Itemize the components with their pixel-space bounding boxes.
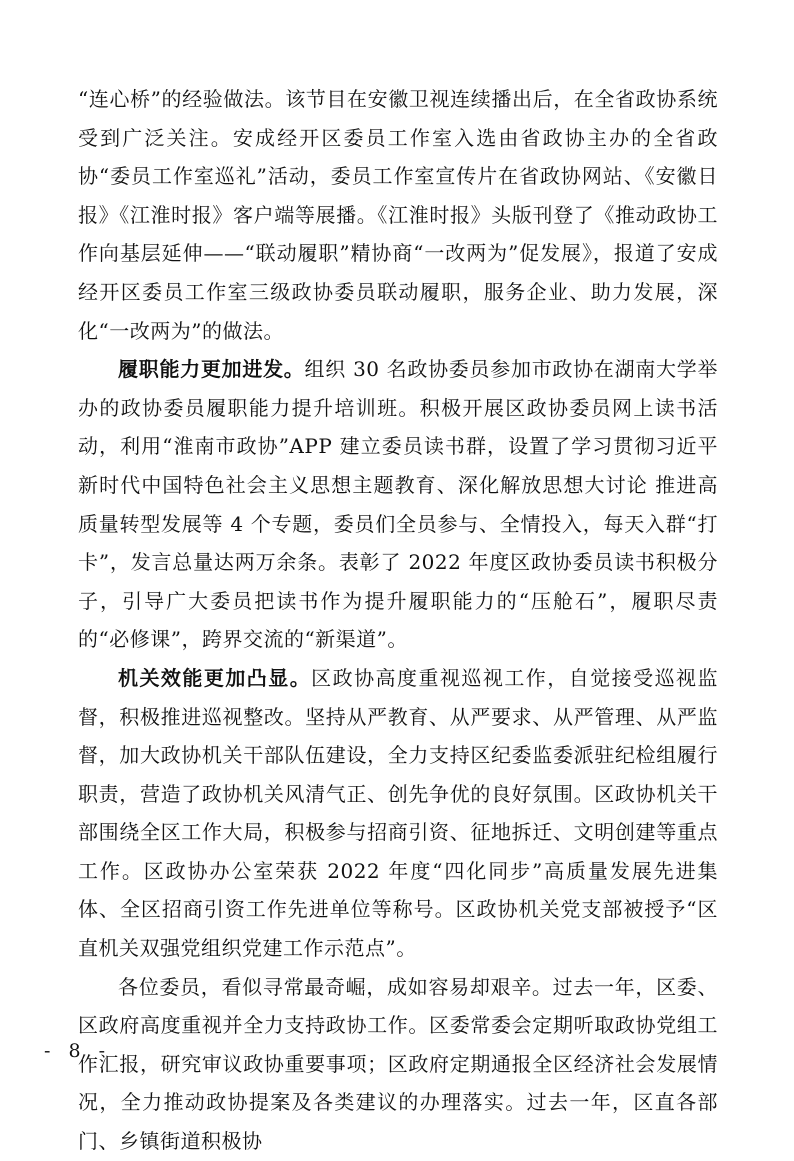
paragraph-text: 组织 30 名政协委员参加市政协在湖南大学举办的政协委员履职能力提升培训班。积极开展区政协委员网上读书活动，利用“淮南市政协”APP 建立委员读书群，设置了学习贯彻习近平新时代中国特色社会主义思想主题教育、深化解放思想大讨论 推进高质量转型发展等 4 个专题，委员们全员参与、全情投入，每天入群“打卡”，发言总量达两万余条。表彰了 2022 年度区政协委员读书积极分子，引导广大委员把读书作为提升履职能力的“压舱石”，履职尽责的“必修课”，跨界交流的“新渠道”。 [78,357,719,652]
paragraph-members-address [78,968,718,1161]
paragraph-lead: 履职能力更加进发。 [118,357,305,382]
page-number: - 8 - [44,1040,112,1062]
paragraph-lead: 机关效能更加凸显。 [118,665,312,690]
paragraph-agency-efficiency [78,659,718,968]
paragraph-text: “连心桥”的经验做法。该节目在安徽卫视连续播出后，在全省政协系统受到广泛关注。安成经开区委员工作室入选由省政协主办的全省政协“委员工作室巡礼”活动，委员工作室宣传片在省政协网站、《安徽日报》《江淮时报》客户端等展播。《江淮时报》头版刊登了《推动政协工作向基层延伸——“联动履职”精协商“一改两为”促发展》，报道了安成经开区委员工作室三级政协委员联动履职，服务企业、助力发展，深化“一改两为”的做法。 [78,87,718,343]
paragraph-text: 区政协高度重视巡视工作，自觉接受巡视监督，积极推进巡视整改。坚持从严教育、从严要求、从严管理、从严监督，加大政协机关干部队伍建设，全力支持区纪委监委派驻纪检组履行职责，营造了政协机关风清气正、创先争优的良好氛围。区政协机关干部围绕全区工作大局，积极参与招商引资、征地拆迁、文明创建等重点工作。区政协办公室荣获 2022 年度“四化同步”高质量发展先进集体、全区招商引资工作先进单位等称号。区政协机关党支部被授予“区直机关双强党组织党建工作示范点”。 [78,665,719,961]
paragraph-text: 各位委员，看似寻常最奇崛，成如容易却艰辛。过去一年，区委、区政府高度重视并全力支持政协工作。区委常委会定期听取政协党组工作汇报，研究审议政协重要事项；区政府定期通报全区经济社会发展情况，全力推动政协提案及各类建议的办理落实。过去一年，区直各部门、乡镇街道积极协 [78,974,718,1154]
body-text [78,80,718,1161]
paragraph-performance-ability [78,350,718,659]
paragraph-continuation [78,80,718,350]
